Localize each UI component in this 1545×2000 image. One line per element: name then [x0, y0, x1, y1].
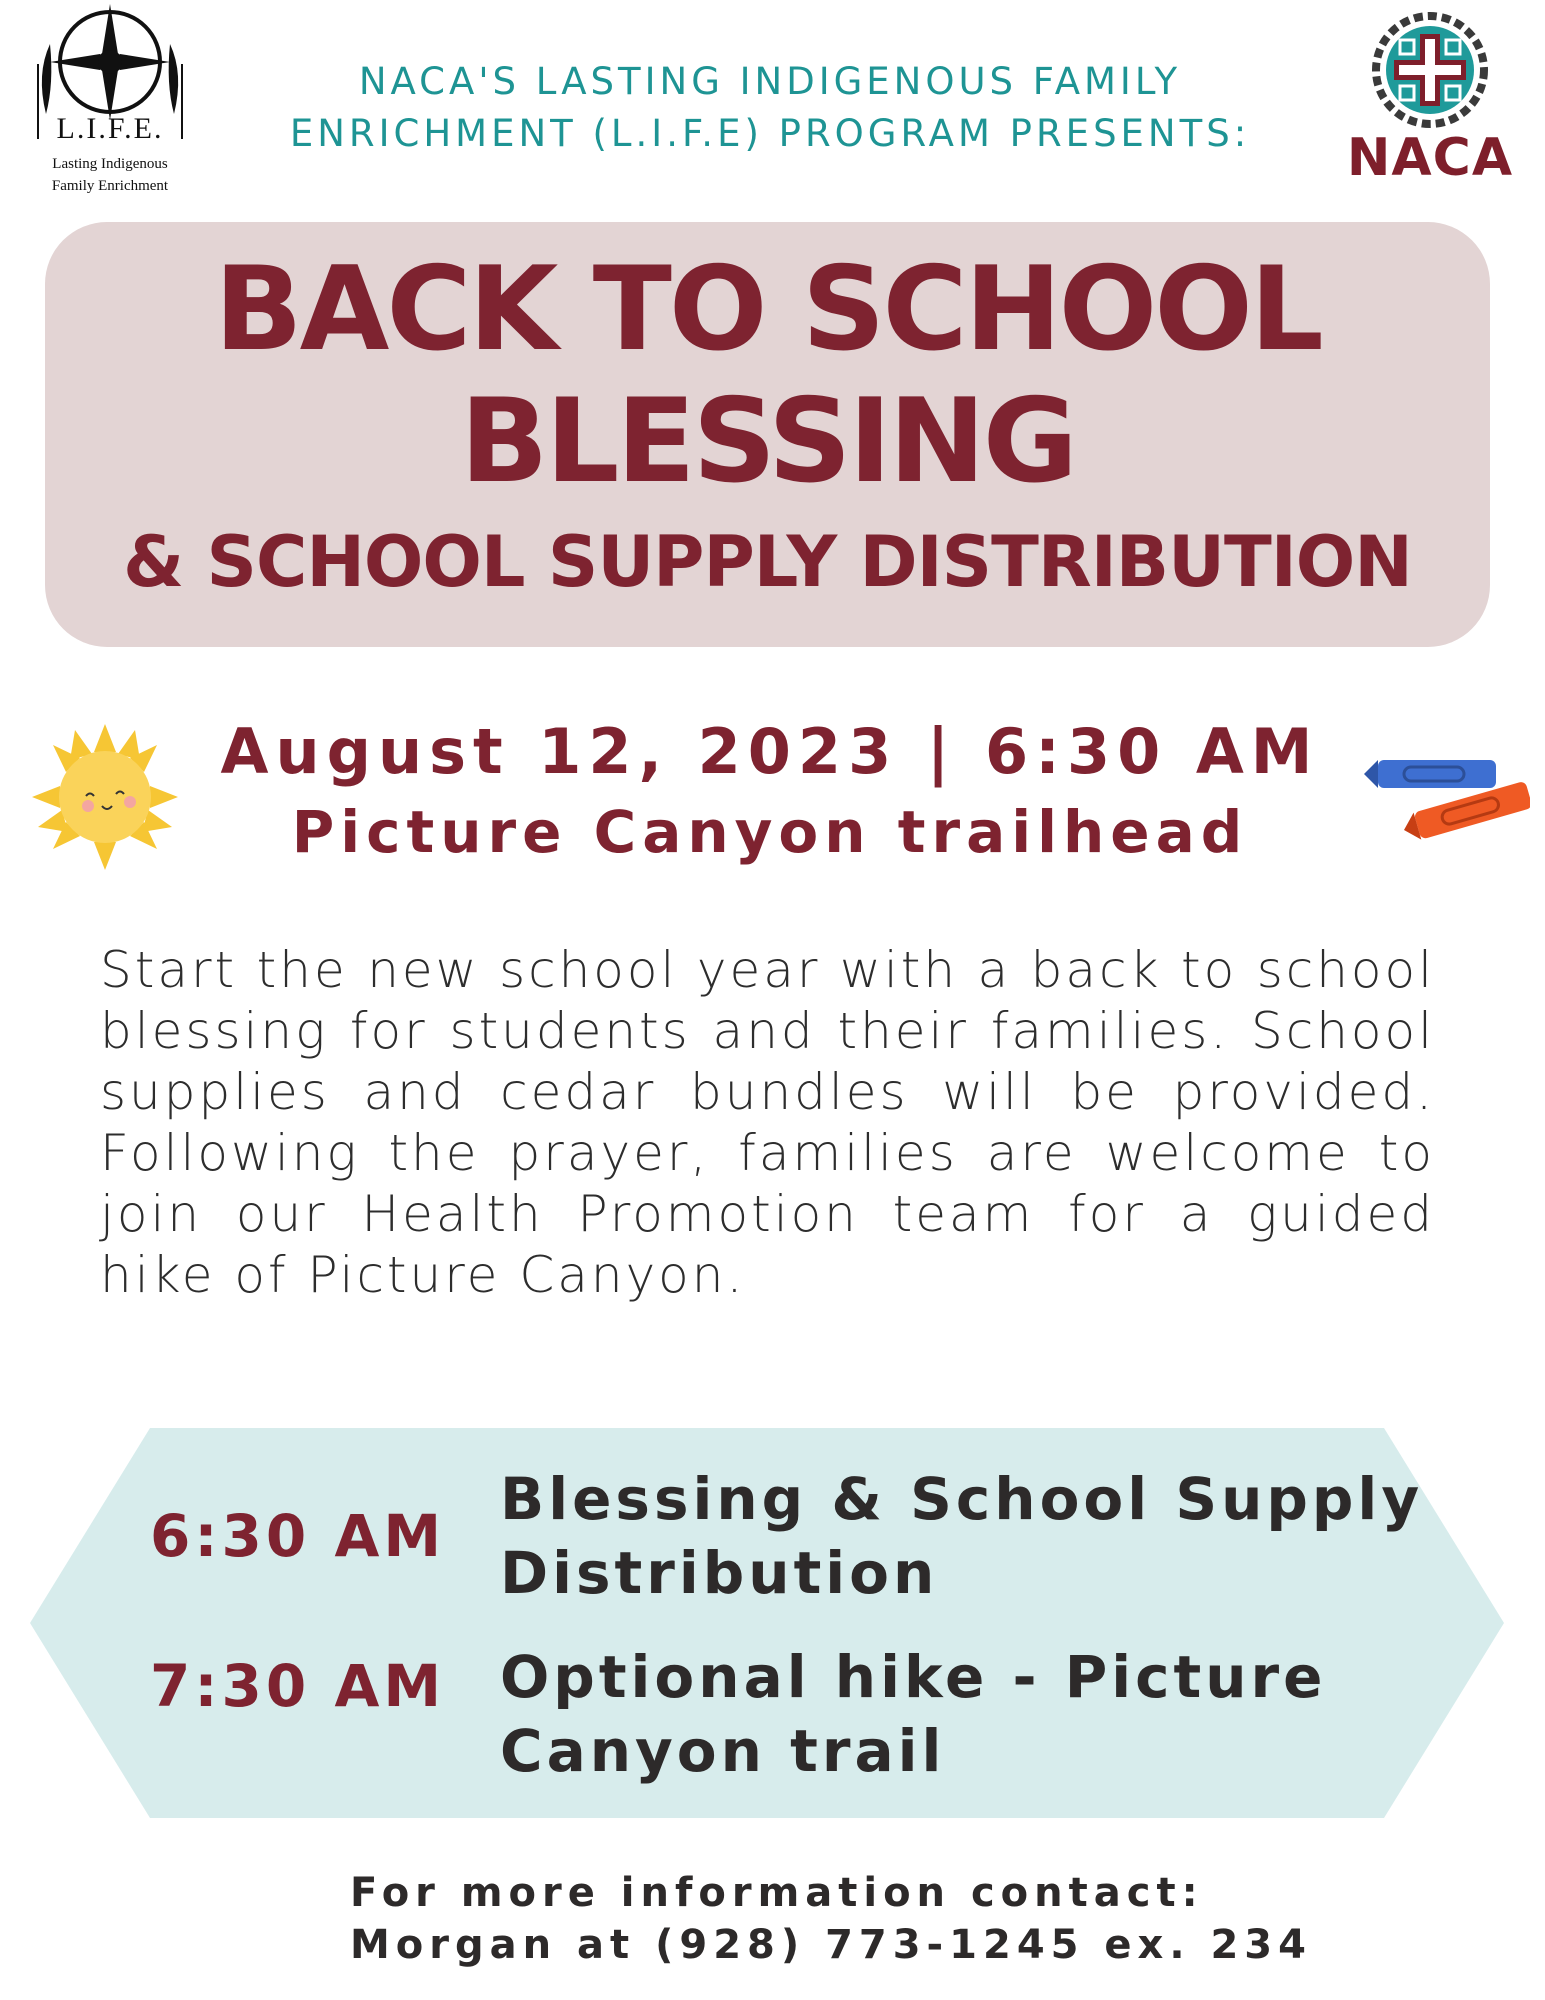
- title-banner: [45, 222, 1490, 647]
- title-line-1: BACK TO SCHOOL: [214, 242, 1321, 377]
- contact-detail: Morgan at (928) 773-1245 ex. 234: [350, 1922, 1312, 1968]
- sun-icon: [30, 722, 180, 872]
- header-line-1: NACA'S LASTING INDIGENOUS FAMILY: [358, 60, 1182, 103]
- life-tagline-1: Lasting Indigenous: [52, 156, 168, 172]
- naca-logo-icon: [1340, 12, 1520, 132]
- program-header: [240, 56, 1300, 160]
- title-subtitle: & SCHOOL SUPPLY DISTRIBUTION: [123, 521, 1412, 603]
- crayons-icon: [1360, 742, 1530, 852]
- schedule-time-1: 6:30 AM: [150, 1502, 446, 1570]
- life-tagline-2: Family Enrichment: [51, 178, 169, 194]
- schedule-activity-2: Optional hike - Picture Canyon trail: [500, 1643, 1327, 1785]
- contact-label: For more information contact:: [350, 1870, 1204, 1916]
- schedule-time-2: 7:30 AM: [150, 1652, 446, 1720]
- life-logo: [30, 4, 190, 204]
- title-line-2: BLESSING: [460, 374, 1075, 509]
- naca-logo: [1340, 12, 1520, 187]
- event-description: Start the new school year with a back to school blessing for students and their families. School supplies and cedar bundles will be provided. Following the prayer, families are welcome to join our Health Promotion team for a guided hike of Picture Canyon.: [100, 941, 1435, 1304]
- header-line-2: ENRICHMENT (L.I.F.E) PROGRAM PRESENTS:: [289, 112, 1251, 155]
- naca-wordmark: NACA: [1346, 128, 1514, 188]
- life-abbreviation: L.I.F.E.: [56, 112, 164, 145]
- event-date-time: August 12, 2023 | 6:30 AM: [220, 715, 1320, 788]
- event-location: Picture Canyon trailhead: [291, 798, 1249, 866]
- schedule-activity-1: Blessing & School Supply Distribution: [500, 1465, 1424, 1607]
